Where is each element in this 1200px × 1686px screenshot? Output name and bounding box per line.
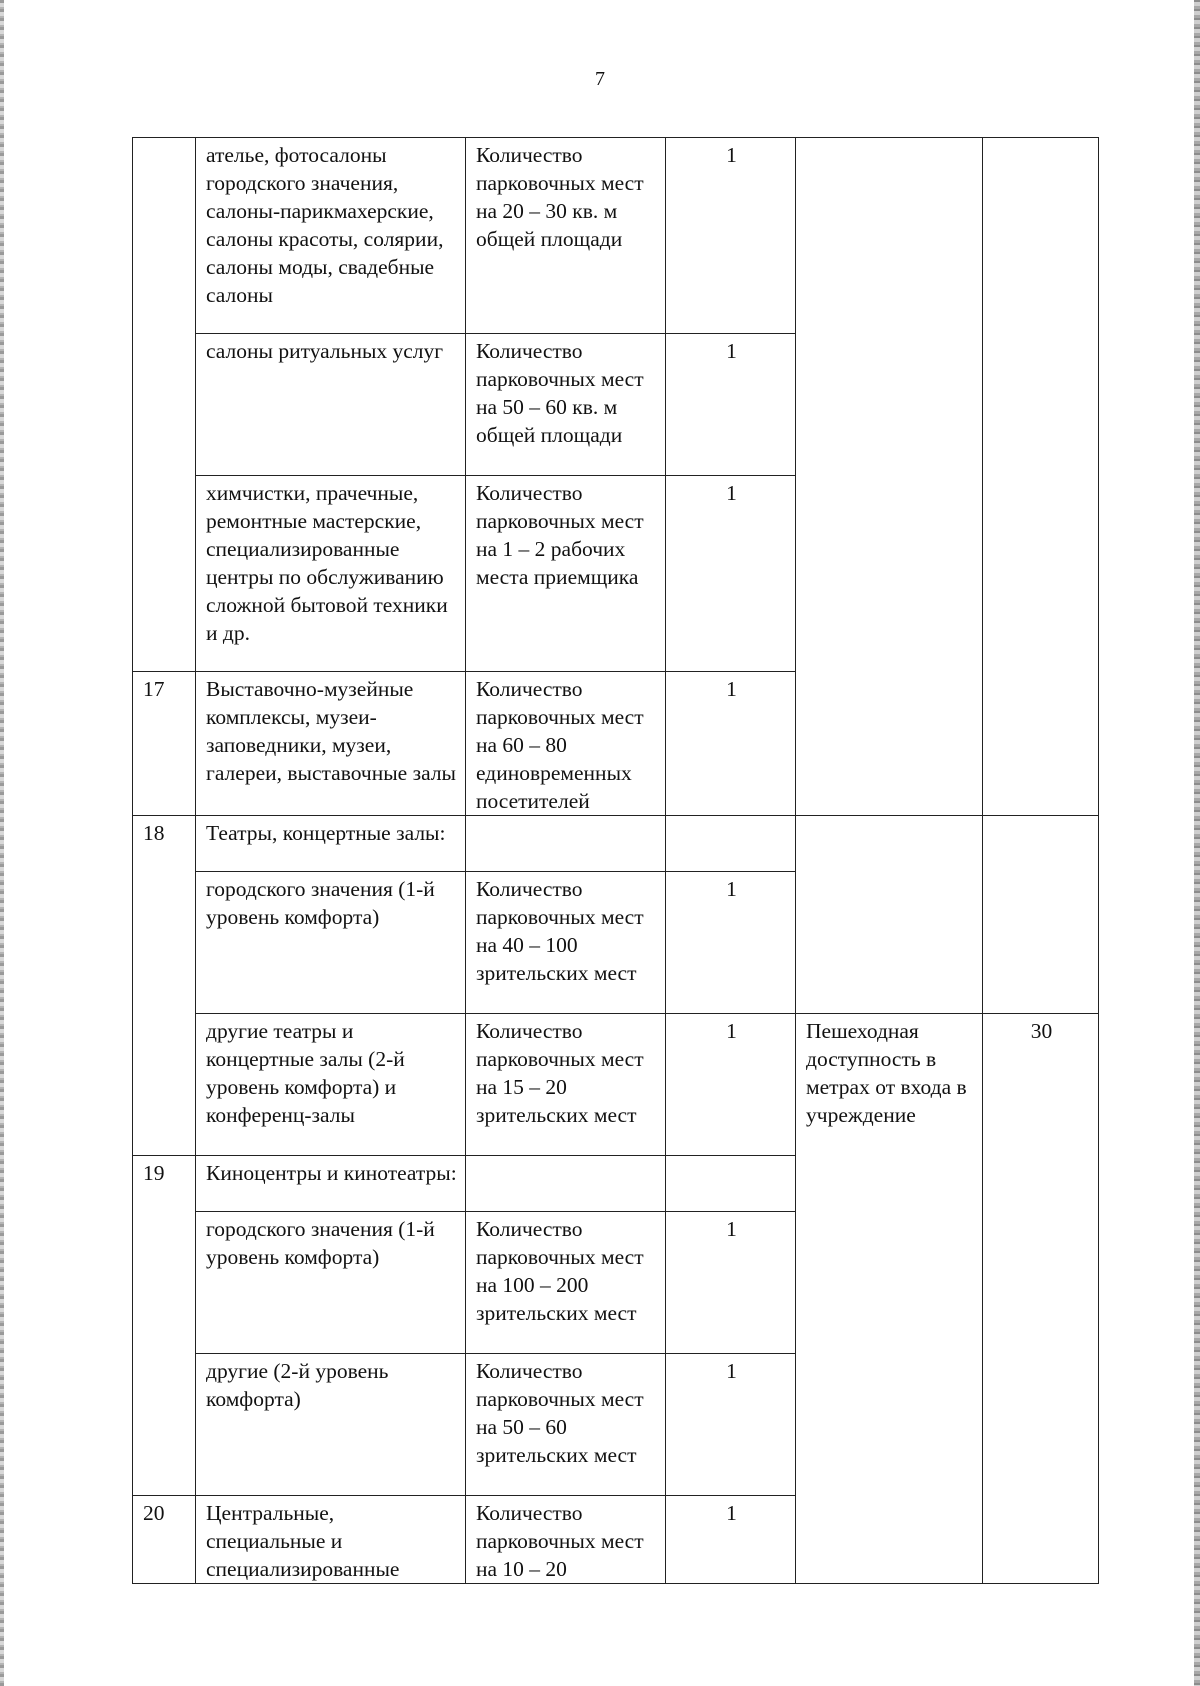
- count-cell: 1: [666, 476, 796, 672]
- scan-edge-left: [0, 0, 4, 1686]
- object-name-cell: городского значения (1-й уровень комфорта): [196, 872, 466, 1014]
- count-cell: 1: [666, 1014, 796, 1156]
- count-cell: 1: [666, 1354, 796, 1496]
- count-cell: 1: [666, 334, 796, 476]
- walking-access-label-cell: Пешеходная доступность в метрах от входа в учреждение: [796, 1014, 983, 1584]
- object-name-cell: другие театры и концертные залы (2-й уровень комфорта) и конференц-залы: [196, 1014, 466, 1156]
- parking-norms-table: [132, 137, 1099, 1584]
- object-name-cell: химчистки, прачечные, ремонтные мастерские, специализированные центры по обслуживанию сложной бытовой техники и др.: [196, 476, 466, 672]
- scan-edge-right: [1194, 0, 1200, 1686]
- row-number-cell: [133, 138, 196, 672]
- count-cell: 1: [666, 872, 796, 1014]
- unit-cell: Количество парковочных мест на 40 – 100 зрительских мест: [466, 872, 666, 1014]
- object-name-cell: Киноцентры и кинотеатры:: [196, 1156, 466, 1212]
- walking-access-value-cell: 30: [983, 1014, 1099, 1584]
- object-name-cell: Центральные, специальные и специализированные: [196, 1496, 466, 1584]
- count-cell: [666, 816, 796, 872]
- object-name-cell: салоны ритуальных услуг: [196, 334, 466, 476]
- object-name-cell: Выставочно-музейные комплексы, музеи-заповедники, музеи, галереи, выставочные залы: [196, 672, 466, 816]
- middle-blank-cell: [796, 816, 983, 1014]
- count-cell: 1: [666, 1496, 796, 1584]
- upper-blank-value-cell: [983, 138, 1099, 816]
- table-row: [133, 138, 1099, 334]
- unit-cell: Количество парковочных мест на 100 – 200 зрительских мест: [466, 1212, 666, 1354]
- unit-cell: Количество парковочных мест на 50 – 60 кв. м общей площади: [466, 334, 666, 476]
- object-name-cell: другие (2-й уровень комфорта): [196, 1354, 466, 1496]
- object-name-cell: городского значения (1-й уровень комфорта): [196, 1212, 466, 1354]
- unit-cell: Количество парковочных мест на 50 – 60 зрительских мест: [466, 1354, 666, 1496]
- object-name-cell: Театры, концертные залы:: [196, 816, 466, 872]
- unit-cell: Количество парковочных мест на 10 – 20: [466, 1496, 666, 1584]
- count-cell: 1: [666, 672, 796, 816]
- page-number: 7: [595, 68, 605, 90]
- unit-cell: Количество парковочных мест на 15 – 20 зрительских мест: [466, 1014, 666, 1156]
- unit-cell: [466, 816, 666, 872]
- table-row: [133, 1014, 1099, 1156]
- unit-cell: Количество парковочных мест на 20 – 30 кв. м общей площади: [466, 138, 666, 334]
- count-cell: [666, 1156, 796, 1212]
- unit-cell: [466, 1156, 666, 1212]
- row-number-cell: 17: [133, 672, 196, 816]
- unit-cell: Количество парковочных мест на 1 – 2 рабочих места приемщика: [466, 476, 666, 672]
- upper-blank-cell: [796, 138, 983, 816]
- object-name-cell: ателье, фотосалоны городского значения, салоны-парикмахерские, салоны красоты, солярии, салоны моды, свадебные салоны: [196, 138, 466, 334]
- row-number-cell: 18: [133, 816, 196, 1156]
- row-number-cell: 19: [133, 1156, 196, 1496]
- count-cell: 1: [666, 1212, 796, 1354]
- unit-cell: Количество парковочных мест на 60 – 80 единовременных посетителей: [466, 672, 666, 816]
- count-cell: 1: [666, 138, 796, 334]
- table-row: [133, 816, 1099, 872]
- middle-blank-value-cell: [983, 816, 1099, 1014]
- row-number-cell: 20: [133, 1496, 196, 1584]
